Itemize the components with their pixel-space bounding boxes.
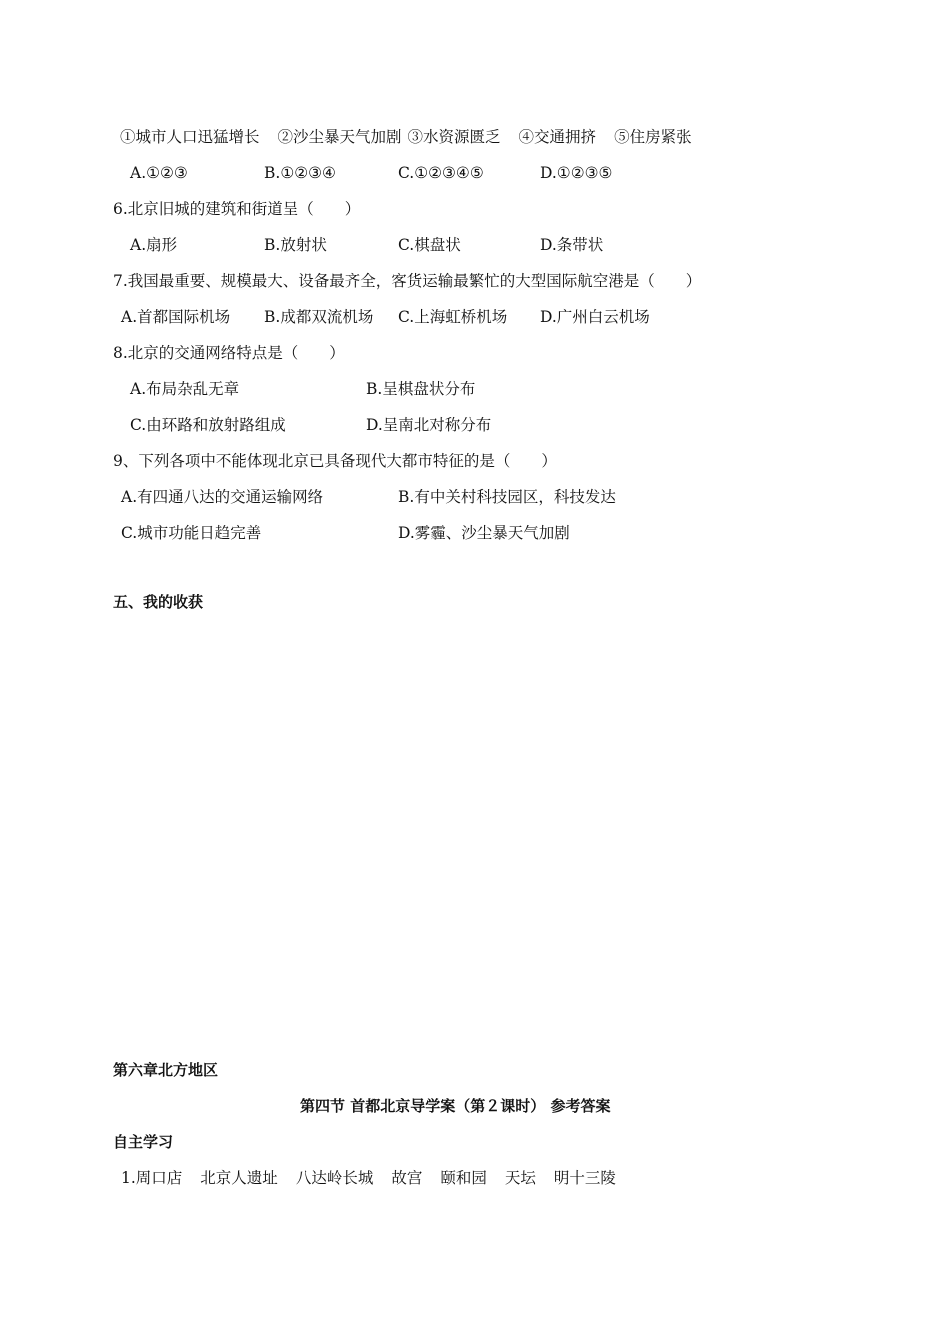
section-heading-harvest: 五、我的收获 [113,593,204,611]
q9-option-c: C.城市功能日趋完善 [121,524,262,542]
q5-item: ③水资源匮乏 [407,128,501,146]
answer-item: 故宫 [391,1169,423,1187]
answer-line-1 [121,1168,616,1188]
q5-item: ④交通拥挤 [518,128,597,146]
q8-stem: 8.北京的交通网络特点是（ ） [113,344,345,362]
q7-stem: 7.我国最重要、规模最大、设备最齐全，客货运输最繁忙的大型国际航空港是（ ） [113,272,702,290]
answer-item: 北京人遗址 [200,1169,278,1187]
q5-item: ②沙尘暴天气加剧 [277,128,402,146]
q7-option-a: A.首都国际机场 [121,308,231,326]
answer-item: 天坛 [504,1169,536,1187]
sub-heading-self-study: 自主学习 [113,1133,174,1151]
q6-stem: 6.北京旧城的建筑和街道呈（ ） [113,200,361,218]
chapter-title: 第六章北方地区 [113,1061,219,1079]
q7-option-d: D.广州白云机场 [540,308,650,326]
q5-item: ①城市人口迅猛增长 [120,128,260,146]
q5-items [120,127,692,147]
q9-option-b: B.有中关村科技园区，科技发达 [398,488,616,506]
q5-option-d: D.①②③⑤ [540,164,613,182]
q6-option-c: C.棋盘状 [398,236,461,254]
q9-option-a: A.有四通八达的交通运输网络 [121,488,324,506]
q7-option-c: C.上海虹桥机场 [398,308,508,326]
q6-option-d: D.条带状 [540,236,604,254]
q5-item: ⑤住房紧张 [614,128,692,146]
q6-option-a: A.扇形 [130,236,178,254]
answer-item: 明十三陵 [553,1169,616,1187]
q9-stem: 9、下列各项中不能体现北京已具备现代大都市特征的是（ ） [113,452,557,470]
q5-option-a: A.①②③ [130,164,188,182]
answer-title: 第四节 首都北京导学案（第２课时） 参考答案 [300,1097,611,1115]
q8-option-b: B.呈棋盘状分布 [366,380,476,398]
q6-option-b: B.放射状 [264,236,327,254]
answer-item: 八达岭长城 [295,1169,374,1187]
q9-option-d: D.雾霾、沙尘暴天气加剧 [398,524,570,542]
answer-item: 1.周口店 [121,1169,183,1187]
q8-option-d: D.呈南北对称分布 [366,416,492,434]
answer-item: 颐和园 [440,1169,487,1187]
q5-option-c: C.①②③④⑤ [398,164,484,182]
q8-option-a: A.布局杂乱无章 [130,380,240,398]
q8-option-c: C.由环路和放射路组成 [130,416,286,434]
q7-option-b: B.成都双流机场 [264,308,374,326]
q5-option-b: B.①②③④ [264,164,336,182]
